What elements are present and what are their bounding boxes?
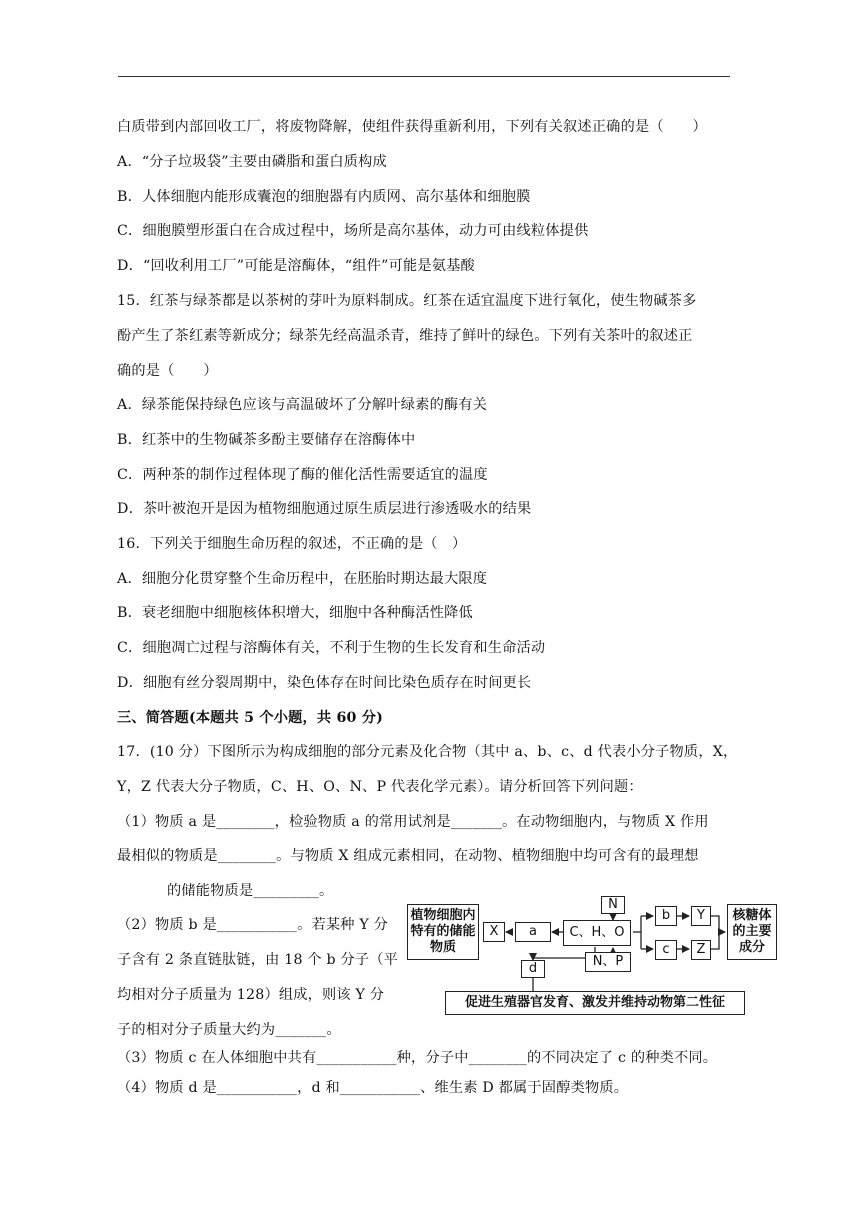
q17-part4: （4）物质 d 是___________，d 和___________、维生素 D 都属于固醇类物质。 [117,1080,629,1096]
q17-part2-line2: 子含有 2 条直链肽链，由 18 个 b 分子（平 [117,952,399,968]
q16-stem: 16．下列关于细胞生命历程的叙述，不正确的是（ ） [117,536,467,552]
q16-option-d: D．细胞有丝分裂周期中，染色体存在时间比染色质存在时间更长 [117,675,532,691]
q14-option-c: C．细胞膜塑形蛋白在合成过程中，场所是高尔基体，动力可由线粒体提供 [117,223,589,239]
q16-option-c: C．细胞凋亡过程与溶酶体有关，不利于生物的生长发育和生命活动 [117,640,546,656]
compound-diagram [405,890,785,1018]
q17-part2-line4: 子的相对分子质量大约为_______。 [117,1022,341,1038]
q15-stem-3: 确的是（ ） [117,363,218,379]
q15-option-c: C．两种茶的制作过程体现了酶的催化活性需要适宜的温度 [117,467,488,483]
q14-option-d: D．“回收利用工厂”可能是溶酶体，“组件”可能是氨基酸 [117,258,475,274]
q17-part3: （3）物质 c 在人体细胞中共有___________种，分子中________的不同决定了 c 的种类不同。 [117,1050,718,1066]
x-box: X [483,922,505,942]
plant-storage-box: 植物细胞内特有的储能物质 [407,904,479,960]
section-three-heading: 三、简答题(本题共 5 个小题，共 60 分) [117,710,384,726]
q16-option-b: B．衰老细胞中细胞核体积增大，细胞中各种酶活性降低 [117,605,473,621]
q17-part1-line3: 的储能物质是_________。 [167,883,334,899]
q15-option-b: B．红茶中的生物碱茶多酚主要储存在溶酶体中 [117,432,416,448]
q14-stem-cont: 白质带到内部回收工厂，将废物降解，使组件获得重新利用，下列有关叙述正确的是（ ） [117,119,707,135]
q17-stem-2: Y，Z 代表大分子物质，C、H、O、N、P 代表化学元素）。请分析回答下列问题： [117,779,643,795]
q17-stem-1: 17．(10 分）下图所示为构成细胞的部分元素及化合物（其中 a、b、c、d 代表小分子物质，X， [117,744,738,760]
q15-option-d: D．茶叶被泡开是因为植物细胞通过原生质层进行渗透吸水的结果 [117,501,532,517]
q16-option-a: A．细胞分化贯穿整个生命历程中，在胚胎时期达最大限度 [117,571,488,587]
header-rule [118,76,730,77]
q15-option-a: A．绿茶能保持绿色应该与高温破坏了分解叶绿素的酶有关 [117,397,488,413]
cho-box: C、H、O [563,920,631,946]
d-box: d [521,960,545,978]
q17-part2-line3: 均相对分子质量为 128）组成，则该 Y 分 [117,987,385,1003]
q17-part1-line1: （1）物质 a 是________，检验物质 a 的常用试剂是_______。在动物细胞内，与物质 X 作用 [117,814,709,830]
q14-option-b: B．人体细胞内能形成囊泡的细胞器有内质网、高尔基体和细胞膜 [117,189,531,205]
q17-part1-line2: 最相似的物质是________。与物质 X 组成元素相同，在动物、植物细胞中均可含有的最理想 [117,848,699,864]
q17-part2-line1: （2）物质 b 是___________。若某种 Y 分 [117,917,389,933]
ribosome-component-box: 核糖体的主要成分 [727,904,777,960]
q15-stem-1: 15．红茶与绿茶都是以茶树的芽叶为原料制成。红茶在适宜温度下进行氧化，使生物碱茶多 [117,293,697,309]
n-box: N [601,896,625,914]
c-box: c [655,940,677,960]
y-box: Y [691,906,711,926]
q15-stem-2: 酚产生了茶红素等新成分；绿茶先经高温杀青，维持了鲜叶的绿色。下列有关茶叶的叙述正 [117,328,693,344]
a-box: a [515,922,551,942]
np-box: N、P [585,952,631,972]
z-box: Z [691,940,711,960]
q14-option-a: A．“分子垃圾袋”主要由磷脂和蛋白质构成 [117,154,387,170]
d-function-box: 促进生殖器官发育、激发并维持动物第二性征 [445,991,745,1015]
b-box: b [655,906,677,926]
